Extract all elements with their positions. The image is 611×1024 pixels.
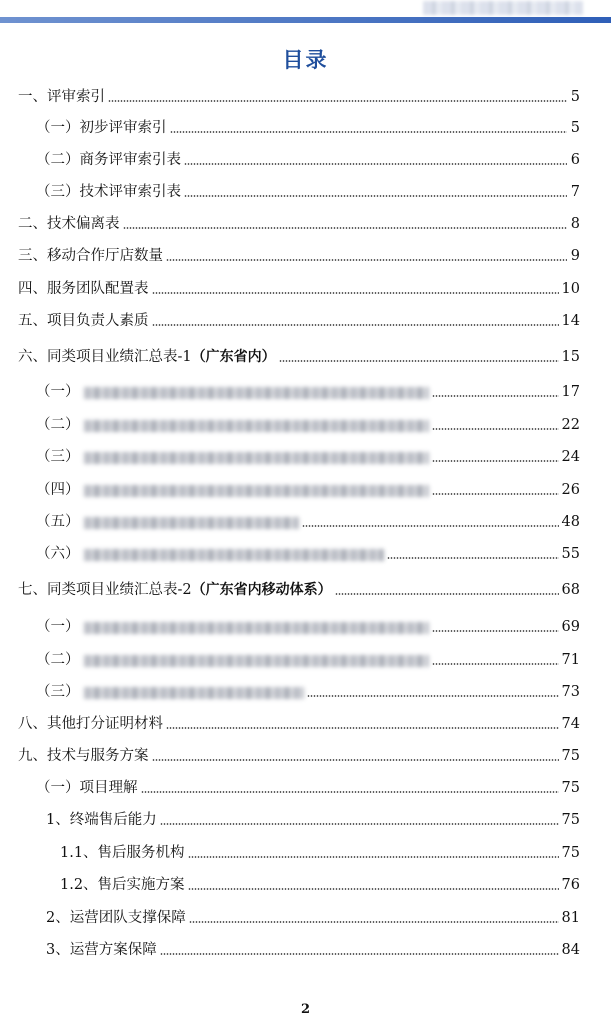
toc-entry-page: 9 <box>570 248 580 264</box>
toc-entry-page: 15 <box>561 349 580 365</box>
dot-leader <box>160 823 559 825</box>
toc-entry-label: （三）技术评审索引表 <box>36 184 181 200</box>
toc-entry-page: 71 <box>561 652 580 668</box>
toc-entry[interactable] <box>18 279 580 299</box>
redacted-title <box>84 549 384 561</box>
dot-leader <box>387 557 559 559</box>
toc-entry-page: 7 <box>570 184 580 200</box>
toc-entry[interactable] <box>60 843 580 863</box>
redacted-title <box>84 452 429 464</box>
dot-leader <box>302 525 559 527</box>
toc-entry[interactable] <box>18 347 580 367</box>
dot-leader <box>307 695 559 697</box>
dot-leader <box>189 921 559 923</box>
toc-entry-label: 五、项目负责人素质 <box>18 313 149 329</box>
toc-entry-page: 68 <box>561 582 580 598</box>
redacted-title <box>84 420 429 432</box>
dot-leader <box>432 663 559 665</box>
toc-entry-page: 73 <box>561 684 580 700</box>
toc-entry[interactable] <box>46 940 580 960</box>
toc-entry-page: 10 <box>561 281 580 297</box>
toc-entry-label: （六） <box>36 546 80 562</box>
dot-leader <box>152 324 559 326</box>
toc-entry[interactable] <box>36 650 580 670</box>
toc-entry-page: 5 <box>570 89 580 105</box>
toc-entry-label: 四、服务团队配置表 <box>18 281 149 297</box>
toc-entry-page: 69 <box>561 619 580 635</box>
toc-entry[interactable] <box>18 580 580 600</box>
toc-entry[interactable] <box>36 778 580 798</box>
dot-leader <box>432 630 559 632</box>
redacted-title <box>84 517 299 529</box>
toc-entry[interactable] <box>36 617 580 637</box>
toc-entry-page: 5 <box>570 120 580 136</box>
redacted-title <box>84 622 429 634</box>
toc-entry-page: 6 <box>570 152 580 168</box>
toc-entry-page: 75 <box>561 812 580 828</box>
header-redacted-text <box>423 1 583 15</box>
toc-entry[interactable] <box>36 382 580 402</box>
toc-entry[interactable] <box>36 512 580 532</box>
dot-leader <box>279 360 559 362</box>
dot-leader <box>432 460 559 462</box>
dot-leader <box>152 292 559 294</box>
toc-entry[interactable] <box>36 480 580 500</box>
toc-entry[interactable] <box>18 714 580 734</box>
dot-leader <box>160 953 559 955</box>
toc-entry-page: 75 <box>561 780 580 796</box>
toc-entry-label: （二）商务评审索引表 <box>36 152 181 168</box>
redacted-title <box>84 485 429 497</box>
toc-entry[interactable] <box>18 214 580 234</box>
dot-leader <box>184 195 567 197</box>
toc-entry-page: 75 <box>561 748 580 764</box>
toc-entry-page: 81 <box>561 910 580 926</box>
toc-entry-page: 74 <box>561 716 580 732</box>
toc-entry-label: （三） <box>36 684 80 700</box>
toc-entry-page: 55 <box>561 546 580 562</box>
toc-entry-page: 76 <box>561 877 580 893</box>
dot-leader <box>432 493 559 495</box>
toc-entry[interactable] <box>46 810 580 830</box>
toc-entry-label: 六、同类项目业绩汇总表-1（广东省内） <box>18 349 276 365</box>
toc-entry-page: 8 <box>570 216 580 232</box>
toc-entry-page: 17 <box>561 384 580 400</box>
dot-leader <box>188 888 559 890</box>
toc-entry-page: 48 <box>561 514 580 530</box>
dot-leader <box>166 727 559 729</box>
redacted-title <box>84 655 429 667</box>
page-header <box>0 0 611 26</box>
toc-entry[interactable] <box>18 87 580 107</box>
redacted-title <box>84 387 429 399</box>
redacted-title <box>84 687 304 699</box>
toc-entry-emphasis: （广东省内） <box>191 349 276 365</box>
dot-leader <box>166 259 567 261</box>
toc-entry[interactable] <box>18 311 580 331</box>
toc-entry-label: （二） <box>36 652 80 668</box>
toc-entry-label: （一） <box>36 619 80 635</box>
toc-entry-label: （三） <box>36 449 80 465</box>
dot-leader <box>335 593 559 595</box>
toc-entry-label: 3、运营方案保障 <box>46 942 157 958</box>
dot-leader <box>152 759 559 761</box>
toc-entry[interactable] <box>46 908 580 928</box>
toc-entry-label: 1、终端售后能力 <box>46 812 157 828</box>
header-rule <box>0 17 611 23</box>
toc-entry-label: （一） <box>36 384 80 400</box>
toc-entry-label: 九、技术与服务方案 <box>18 748 149 764</box>
toc-entry-label: （一）初步评审索引 <box>36 120 167 136</box>
toc-entry[interactable] <box>36 682 580 702</box>
toc-entry[interactable] <box>36 118 580 138</box>
toc-entry-label: 三、移动合作厅店数量 <box>18 248 163 264</box>
dot-leader <box>141 791 559 793</box>
dot-leader <box>188 856 559 858</box>
toc-entry[interactable] <box>60 875 580 895</box>
toc-entry-label: 一、评审索引 <box>18 89 105 105</box>
toc-entry-emphasis: （广东省内移动体系） <box>191 582 332 598</box>
toc-entry[interactable] <box>18 246 580 266</box>
toc-entry-label: （一）项目理解 <box>36 780 138 796</box>
toc-entry[interactable] <box>36 447 580 467</box>
toc-entry-page: 26 <box>561 482 580 498</box>
toc-title: 目录 <box>282 48 329 72</box>
toc-entry-page: 22 <box>561 417 580 433</box>
toc-entry-label: 二、技术偏离表 <box>18 216 120 232</box>
toc-entry-label: 七、同类项目业绩汇总表-2（广东省内移动体系） <box>18 582 332 598</box>
toc-entry[interactable] <box>36 415 580 435</box>
dot-leader <box>123 227 568 229</box>
toc-entry-page: 75 <box>561 845 580 861</box>
toc-entry-label: 1.1、售后服务机构 <box>60 845 185 861</box>
page-number: 2 <box>300 1002 311 1017</box>
toc-entry-label: （五） <box>36 514 80 530</box>
toc-entry[interactable] <box>18 746 580 766</box>
dot-leader <box>108 100 567 102</box>
toc-entry[interactable] <box>36 150 580 170</box>
toc-entry-label: 八、其他打分证明材料 <box>18 716 163 732</box>
toc-entry-page: 14 <box>561 313 580 329</box>
toc-entry-page: 84 <box>561 942 580 958</box>
dot-leader <box>432 395 559 397</box>
toc-entry-label: （二） <box>36 417 80 433</box>
toc-entry-label: 1.2、售后实施方案 <box>60 877 185 893</box>
dot-leader <box>170 131 568 133</box>
toc-entry-page: 24 <box>561 449 580 465</box>
toc-entry-label: 2、运营团队支撑保障 <box>46 910 186 926</box>
toc-entry[interactable] <box>36 182 580 202</box>
dot-leader <box>432 428 559 430</box>
dot-leader <box>184 163 567 165</box>
toc-entry[interactable] <box>36 544 580 564</box>
toc-entry-label: （四） <box>36 482 80 498</box>
